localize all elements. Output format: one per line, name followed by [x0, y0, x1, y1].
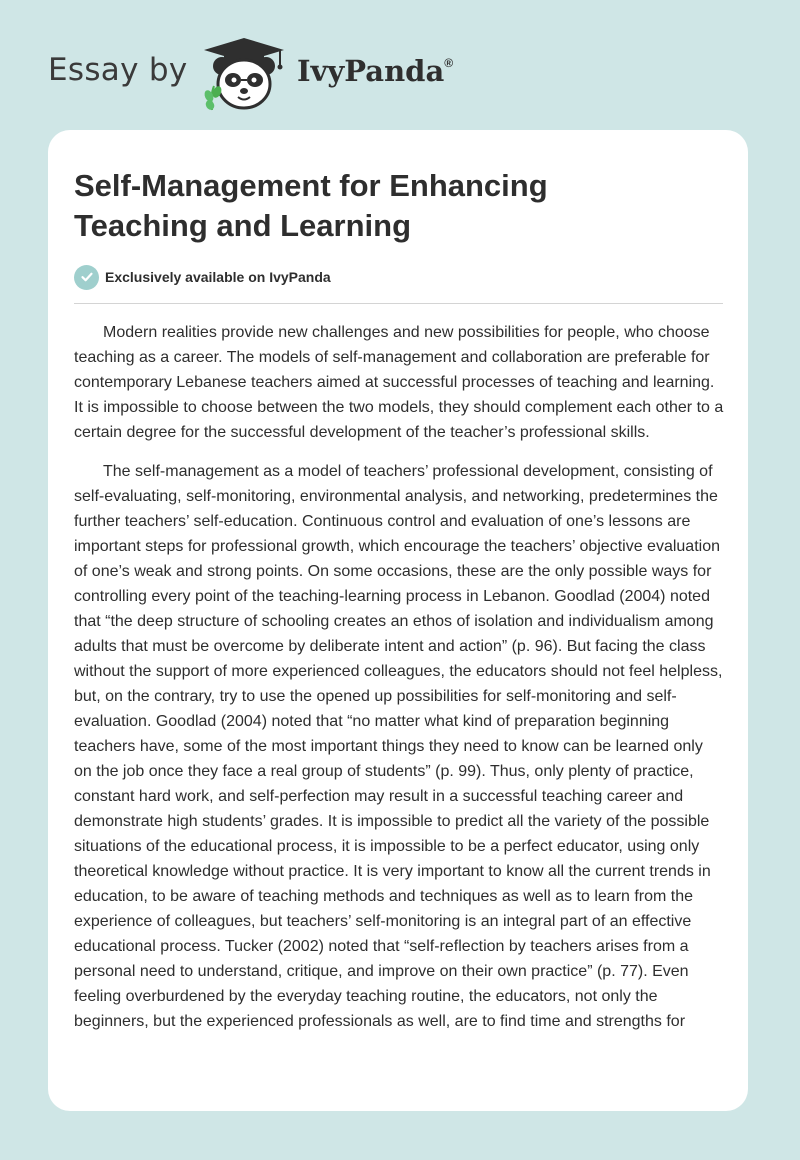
essay-title: [74, 166, 724, 246]
essay-by-label: Essay by: [48, 52, 188, 88]
site-header: [0, 0, 800, 130]
essay-title-line-1: Self-Management for Enhancing: [74, 168, 548, 203]
essay-card: [48, 130, 748, 1111]
essay-title-line-2: Teaching and Learning: [74, 208, 412, 243]
divider: [74, 303, 723, 304]
essay-paragraph-2: The self-management as a model of teachers’ professional development, consisting of self-evaluating, self-monitoring, environmental analysis, and networking, predetermines the further teachers’ self-education. Continuous control and evaluation of one’s lessons are important steps for professional growth, which encourage the teachers’ objective evaluation of one’s weak and strong points. On some occasions, these are the only possible ways for controlling every point of the teaching-learning process in Lebanon. Goodlad (2004) noted that “the deep structure of schooling creates an ethos of isolation and individualism among adults that must be overcome by deliberate intent and action” (p. 96). But facing the class without the support of more experienced colleagues, the educators should not feel helpless, but, on the contrary, try to use the opened up possibilities for self-monitoring and self-evaluation. Goodlad (2004) noted that “no matter what kind of preparation beginning teachers have, some of the most important things they need to know can be learned only on the job once they face a real group of students” (p. 99). Thus, only plenty of practice, constant hard work, and self-perfection may result in a successful teaching career and demonstrate high students’ grades. It is impossible to predict all the variety of the possible situations of the educational process, it is impossible to be a perfect educator, using only theoretical knowledge without practice. It is very important to know all the current trends in education, to be aware of teaching methods and techniques as well as to learn from the experience of colleagues, but teachers’ self-monitoring is an integral part of an effective educational process. Tucker (2002) noted that “self-reflection by teachers arises from a personal need to understand, critique, and improve on their own practice” (p. 77). Even feeling overburdened by the everyday teaching routine, the educators, not only the beginners, but the experienced professionals as well, are to find time and strengths for: [74, 463, 723, 1030]
brand-text: IvyPanda: [297, 54, 445, 88]
check-icon: [74, 265, 99, 290]
exclusive-badge-label: Exclusively available on IvyPanda: [105, 269, 331, 285]
exclusive-badge: [74, 264, 331, 290]
panda-logo-icon[interactable]: [200, 36, 292, 112]
essay-body: [74, 320, 724, 1048]
trademark-mark: ®: [444, 56, 454, 70]
essay-paragraph-1: Modern realities provide new challenges and new possibilities for people, who choose teaching as a career. The models of self-management and collaboration are preferable for contemporary Lebanese teachers aimed at successful processes of teaching and learning. It is impossible to choose between the two models, they should complement each other to a certain degree for the successful development of the teacher’s professional skills.: [74, 324, 724, 441]
brand-name[interactable]: [297, 54, 453, 88]
